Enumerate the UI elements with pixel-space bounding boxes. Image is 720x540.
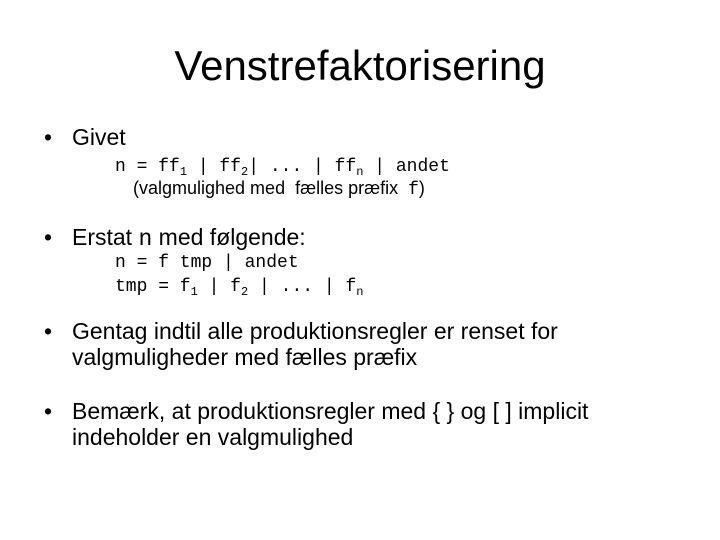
bullet-text-continued: valgmuligheder med fælles præfix: [72, 344, 418, 370]
code-part: | ... | f: [248, 277, 357, 297]
bullet-text: Givet: [72, 124, 126, 150]
note-text: (valgmulighed med fælles præfix: [133, 178, 409, 198]
code-part: | ff: [187, 157, 242, 177]
subscript: 1: [179, 165, 188, 179]
bullet-marker: •: [44, 124, 53, 150]
subscript: 2: [241, 285, 249, 299]
subscript: n: [356, 285, 364, 299]
grammar-rule-tmp: [115, 276, 363, 303]
subscript: 1: [190, 285, 198, 299]
code-part: n = ff: [115, 157, 180, 177]
note-code: f: [408, 180, 419, 200]
code-part: tmp = f: [115, 277, 191, 297]
bullet-text: med følgende:: [152, 224, 306, 250]
bullet-text: Bemærk, at produktionsregler med { } og [ ] implicit: [72, 398, 589, 424]
bullet-bemaerk: [44, 398, 588, 450]
bullet-text-continued: indeholder en valgmulighed: [72, 424, 354, 450]
bullet-text: Gentag indtil alle produktionsregler er renset for: [72, 318, 558, 344]
code-part: | andet: [363, 157, 450, 177]
bullet-text: Erstat: [72, 224, 139, 250]
grammar-rule-new-n: n = f tmp | andet: [115, 253, 299, 273]
bullet-gentag: [44, 318, 558, 370]
code-part: | f: [197, 277, 242, 297]
slide-title: Venstrefaktorisering: [174, 42, 546, 89]
bullet-code: n: [138, 226, 153, 252]
bullet-marker: •: [44, 224, 53, 250]
bullet-erstat: [44, 224, 306, 252]
bullet-marker: •: [44, 318, 53, 344]
subscript: n: [356, 165, 364, 179]
annotation-note: [133, 177, 425, 201]
bullet-marker: •: [44, 398, 53, 424]
code-part: | ... | ff: [248, 157, 357, 177]
note-close: ): [418, 178, 425, 198]
bullet-givet: [44, 124, 126, 150]
subscript: 2: [241, 165, 249, 179]
